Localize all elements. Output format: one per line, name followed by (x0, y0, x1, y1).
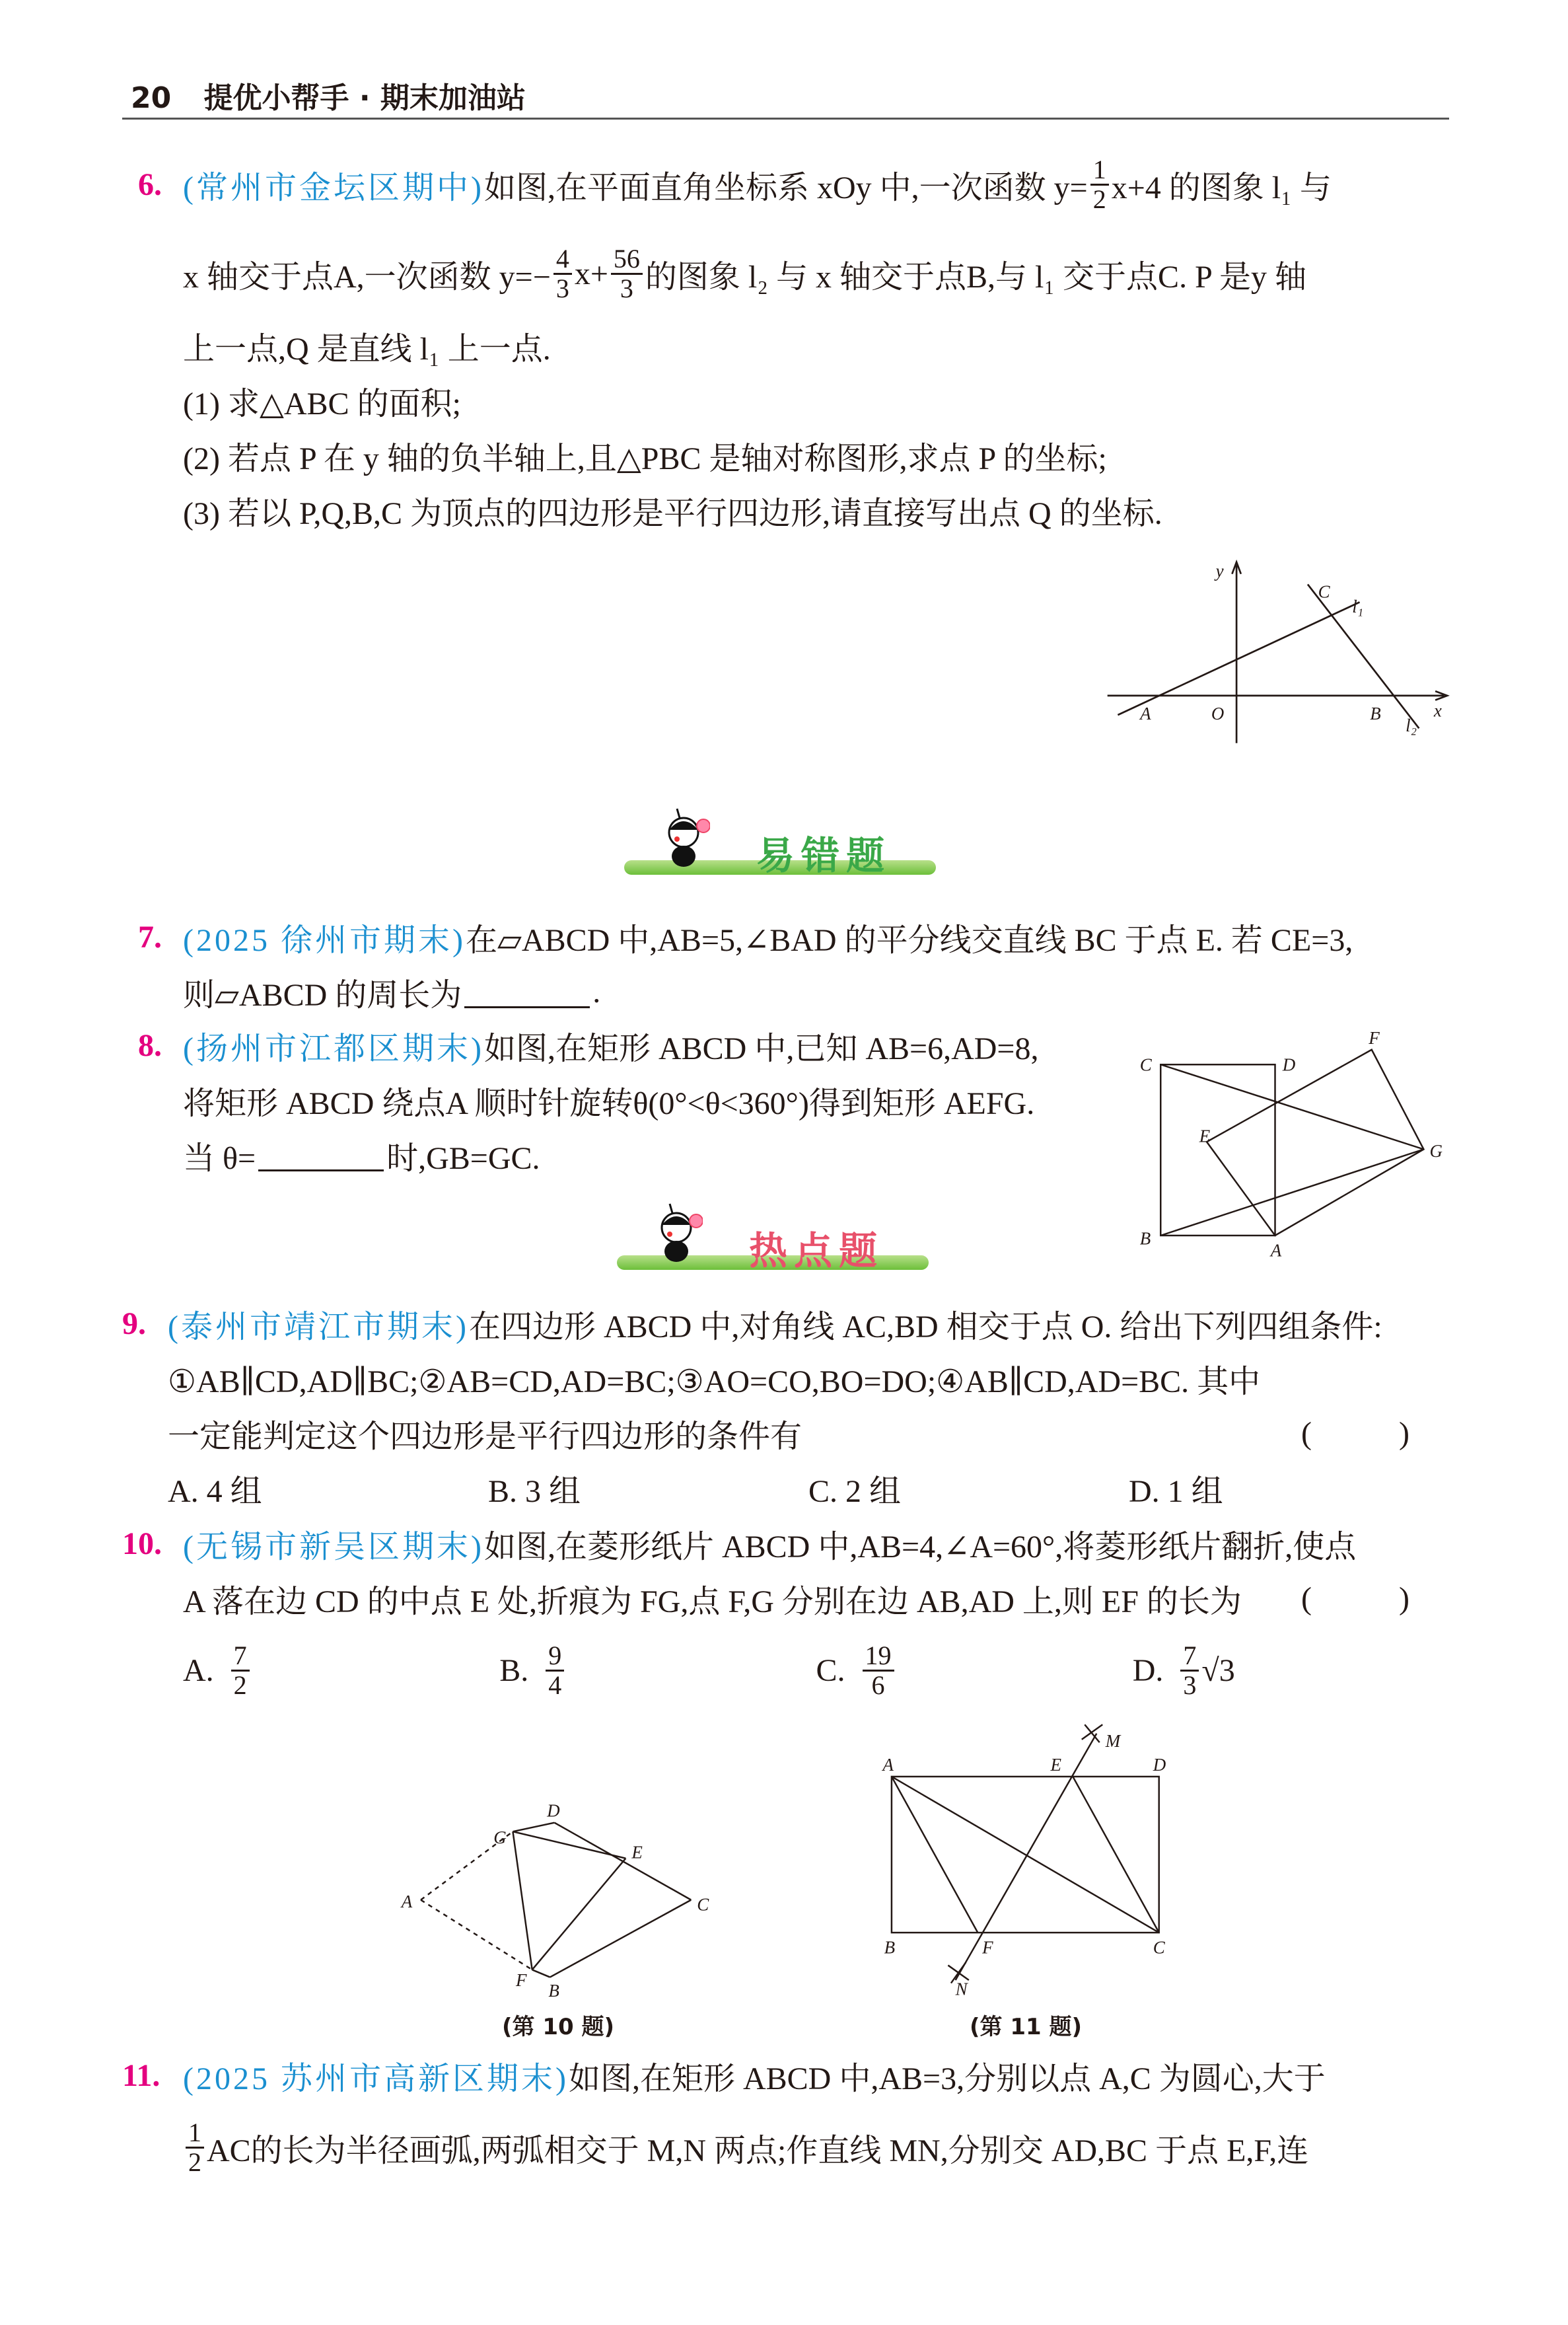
label-D: D (1282, 1054, 1296, 1075)
label-C: C (1139, 1054, 1152, 1075)
question-text: 如图,在矩形 ABCD 中,已知 AB=6,AD=8, (483, 1031, 1039, 1066)
answer-option[interactable] (488, 1465, 808, 1511)
mascot-icon (657, 1201, 703, 1266)
question-number: 11. (122, 2058, 160, 2093)
question-7 (138, 910, 1449, 1019)
answer-blank[interactable] (258, 1139, 384, 1171)
question-line (183, 373, 1449, 428)
answer-option[interactable] (168, 1465, 488, 1511)
answer-options (168, 1461, 1449, 1516)
label-E: E (631, 1842, 643, 1863)
question-text: D. 1 组 (1129, 1474, 1223, 1509)
question-text: B. 3 组 (488, 1474, 581, 1509)
fraction-numerator: 9 (546, 1642, 564, 1672)
answer-parentheses[interactable]: ( ) (1301, 1581, 1449, 1616)
label-G: G (1429, 1140, 1443, 1161)
question-text: 当 θ= (183, 1141, 256, 1176)
label-x: x (1433, 700, 1442, 721)
header-divider (122, 118, 1449, 120)
fraction (231, 1642, 250, 1699)
question-text: A. 4 组 (168, 1474, 262, 1509)
question-text: 上一点,Q 是直线 l₁ 上一点. (183, 332, 551, 367)
label-E: E (1050, 1754, 1062, 1775)
page-number: 20 (131, 81, 172, 115)
label-l2: l₂ (1406, 715, 1417, 735)
label-l1: l₁ (1352, 597, 1364, 617)
fraction-denominator: 3 (1183, 1670, 1197, 1700)
question-number: 8. (138, 1028, 162, 1063)
question-10 (122, 1516, 1449, 1715)
question-line (183, 229, 1449, 318)
label-B: B (1370, 703, 1381, 723)
fraction (1090, 156, 1109, 213)
label-O: O (1211, 703, 1225, 723)
question-source: (无锡市新吴区期末) (183, 1530, 484, 1565)
fraction (863, 1642, 894, 1699)
label-C: C (1318, 581, 1330, 602)
fraction-numerator: 1 (186, 2119, 204, 2149)
question-line (138, 1018, 1145, 1073)
fraction-numerator: 4 (553, 245, 572, 275)
fraction (186, 2119, 204, 2176)
label-A: A (1140, 703, 1151, 723)
fraction-denominator: 6 (871, 1670, 885, 1700)
answer-blank[interactable] (464, 976, 590, 1008)
question-line (183, 483, 1449, 538)
question-line (183, 965, 1449, 1019)
answer-option[interactable] (499, 1642, 816, 1699)
fraction (546, 1642, 564, 1699)
answer-options (183, 1626, 1449, 1715)
question-line (122, 2048, 1449, 2103)
question-text: (2) 若点 P 在 y 轴的负半轴上,且△PBC 是轴对称图形,求点 P 的坐标; (183, 441, 1107, 476)
fraction-numerator: 7 (1180, 1642, 1199, 1672)
fraction (1180, 1642, 1199, 1699)
question-text: AC的长为半径画弧,两弧相交于 M,N 两点;作直线 MN,分别交 AD,BC 于点 E,F,连 (207, 2133, 1309, 2168)
fraction (553, 245, 572, 303)
question-line (138, 910, 1449, 965)
answer-option[interactable] (816, 1642, 1133, 1699)
question-source: (2025 苏州市高新区期末) (183, 2061, 569, 2096)
question-text: 如图,在矩形 ABCD 中,AB=3,分别以点 A,C 为圆心,大于 (568, 2061, 1326, 2096)
page-header (131, 74, 526, 116)
fraction-denominator: 3 (555, 274, 569, 303)
label-N: N (955, 1979, 968, 1999)
rectangle-ABCD (1160, 1064, 1275, 1236)
question-number: 6. (138, 167, 162, 202)
question-text: D. (1132, 1653, 1164, 1688)
question-number: 9. (122, 1306, 146, 1341)
fraction-denominator: 4 (548, 1670, 562, 1700)
question-text: 则▱ABCD 的周长为 (183, 978, 462, 1013)
question-line (122, 1516, 1449, 1571)
line-l1 (1118, 602, 1359, 715)
banner-title: 热点题 (749, 1228, 884, 1273)
answer-parentheses[interactable]: ( ) (1301, 1416, 1449, 1451)
question-text: (3) 若以 P,Q,B,C 为顶点的四边形是平行四边形,请直接写出点 Q 的坐标. (183, 496, 1162, 531)
question-source: (常州市金坛区期中) (183, 170, 484, 205)
figure-q6-coordinate-plane (1100, 558, 1456, 751)
question-line (183, 318, 1449, 373)
fraction-denominator: 3 (620, 274, 633, 303)
label-G: G (493, 1827, 507, 1848)
answer-option[interactable] (808, 1465, 1129, 1511)
question-text: 如图,在菱形纸片 ABCD 中,AB=4,∠A=60°,将菱形纸片翻折,使点 (483, 1530, 1357, 1565)
question-number: 10. (122, 1526, 162, 1561)
label-F: F (982, 1937, 993, 1958)
label-C: C (1153, 1937, 1165, 1958)
figure-caption-q10: (第 10 题) (502, 2014, 615, 2040)
question-text: C. (816, 1653, 845, 1688)
question-text: A 落在边 CD 的中点 E 处,折痕为 FG,点 F,G 分别在边 AB,AD 上,则 EF 的长为 (183, 1584, 1242, 1619)
question-line (183, 1128, 1145, 1183)
figure-q8-rectangles (1129, 1021, 1456, 1259)
question-text: . (592, 975, 601, 1010)
question-line (183, 2103, 1449, 2192)
question-source: (泰州市靖江市期末) (168, 1310, 469, 1345)
question-line (183, 1571, 1449, 1626)
fraction (611, 245, 643, 303)
fraction-denominator: 2 (1092, 184, 1106, 214)
label-B: B (884, 1937, 896, 1958)
label-B: B (548, 1980, 559, 2001)
label-A: A (401, 1891, 413, 1911)
question-8 (138, 1018, 1145, 1183)
label-A: A (882, 1754, 894, 1775)
question-text: (1) 求△ABC 的面积; (183, 387, 461, 422)
question-number: 7. (138, 920, 162, 955)
label-F: F (1369, 1027, 1380, 1048)
fold-dashed-AF (421, 1900, 532, 1970)
question-line (138, 140, 1449, 229)
question-text: C. 2 组 (808, 1474, 902, 1509)
header-title: 提优小帮手 · 期末加油站 (203, 81, 526, 115)
label-C: C (697, 1894, 709, 1915)
question-line (168, 1351, 1449, 1406)
question-text: 一定能判定这个四边形是平行四边形的条件有 (168, 1419, 802, 1454)
question-11 (122, 2048, 1449, 2192)
question-9 (122, 1296, 1449, 1516)
question-text: √3 (1201, 1653, 1235, 1688)
question-text: x 轴交于点A,一次函数 y=− (183, 260, 551, 295)
fraction-numerator: 1 (1090, 156, 1109, 186)
question-text: x+4 的图象 l₁ 与 (1111, 170, 1332, 205)
question-text: 在▱ABCD 中,AB=5,∠BAD 的平分线交直线 BC 于点 E. 若 CE=3, (465, 923, 1353, 958)
question-text: 在四边形 ABCD 中,对角线 AC,BD 相交于点 O. 给出下列四组条件: (468, 1310, 1382, 1345)
question-text: A. (183, 1653, 214, 1688)
question-text: 时,GB=GC. (386, 1141, 540, 1176)
banner-error-prone (624, 806, 936, 879)
answer-option[interactable] (1133, 1642, 1449, 1699)
fraction-denominator: 2 (188, 2147, 201, 2177)
label-E: E (1199, 1126, 1211, 1146)
question-text: B. (499, 1653, 529, 1688)
question-text: ①AB∥CD,AD∥BC;②AB=CD,AD=BC;③AO=CO,BO=DO;④AB∥CD,AD=BC. 其中 (168, 1364, 1261, 1399)
fraction-denominator: 2 (233, 1670, 247, 1700)
rectangle-AEFG (1207, 1050, 1424, 1236)
banner-hot-topic (617, 1201, 929, 1274)
question-line (168, 1406, 1449, 1461)
question-text: 如图,在平面直角坐标系 xOy 中,一次函数 y= (483, 170, 1088, 205)
fraction-numerator: 19 (863, 1642, 894, 1672)
question-text: x+ (574, 256, 608, 291)
question-text: 将矩形 ABCD 绕点A 顺时针旋转θ(0°<θ<360°)得到矩形 AEFG. (183, 1086, 1035, 1121)
segment-BG (1160, 1150, 1423, 1236)
fraction-numerator: 7 (231, 1642, 250, 1672)
figure-q10-rhombus (421, 1823, 691, 1977)
figure-q11-rectangle (892, 1724, 1159, 1983)
question-source: (2025 徐州市期末) (183, 923, 466, 958)
fraction-numerator: 56 (611, 245, 643, 275)
answer-option[interactable] (1129, 1465, 1449, 1511)
question-line (183, 428, 1449, 483)
question-line (183, 1073, 1145, 1128)
label-D: D (1153, 1754, 1166, 1775)
question-6 (138, 140, 1449, 538)
answer-option[interactable] (183, 1642, 499, 1699)
question-source: (扬州市江都区期末) (183, 1031, 484, 1066)
question-text: 的图象 l₂ 与 x 轴交于点B,与 l₁ 交于点C. P 是y 轴 (645, 260, 1306, 295)
figure-caption-q11: (第 11 题) (970, 2014, 1083, 2040)
banner-title: 易错题 (756, 833, 892, 878)
question-line (122, 1296, 1449, 1351)
label-D: D (547, 1800, 560, 1821)
label-M: M (1105, 1730, 1121, 1751)
figures-q10-q11 (386, 1717, 1189, 2051)
label-A: A (1270, 1240, 1282, 1259)
label-F: F (515, 1970, 527, 1991)
label-B: B (1139, 1228, 1151, 1249)
mascot-icon (664, 806, 710, 871)
label-y: y (1215, 561, 1224, 581)
